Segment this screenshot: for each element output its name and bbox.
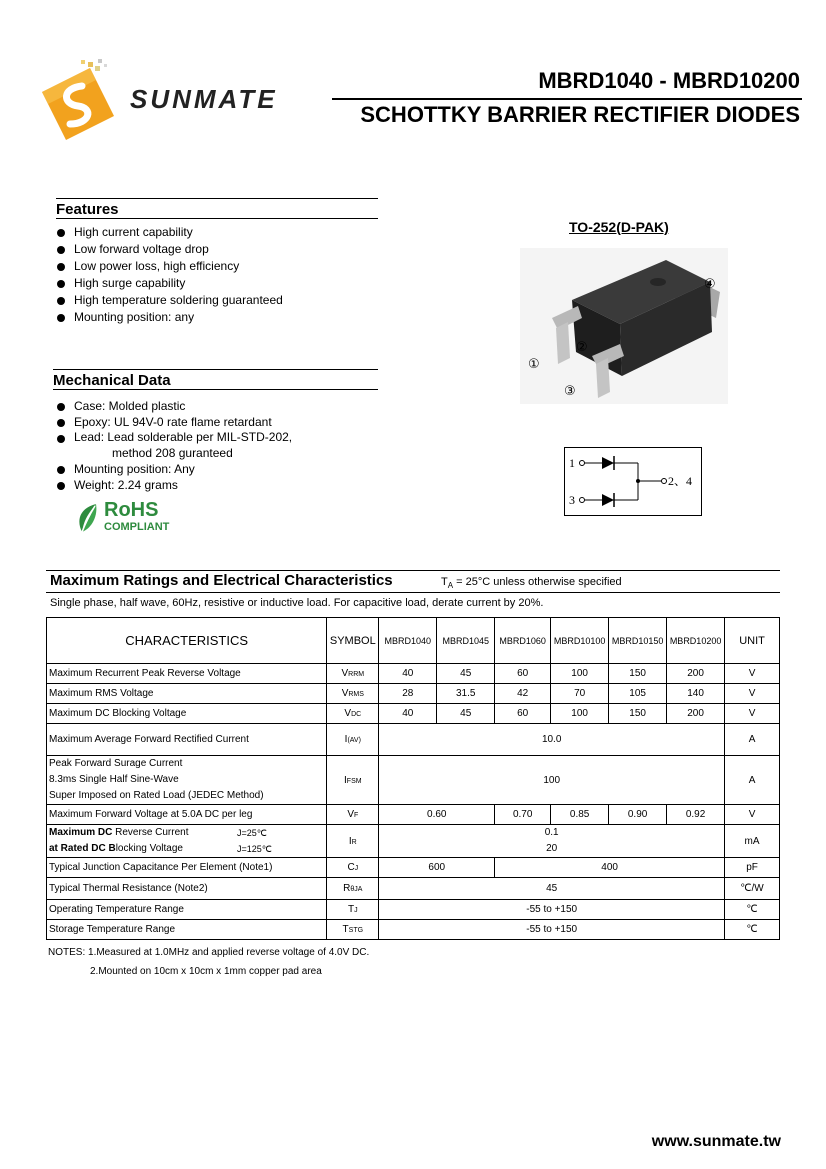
row-symbol: I(AV) xyxy=(327,724,379,756)
header-part: MBRD10200 xyxy=(667,618,725,664)
cell-value: 100 xyxy=(379,756,725,805)
mechanical-heading: Mechanical Data xyxy=(53,372,171,389)
features-bottom-rule xyxy=(56,218,378,219)
ratings-table xyxy=(46,617,780,940)
table-row xyxy=(47,878,780,900)
product-title: SCHOTTKY BARRIER RECTIFIER DIODES xyxy=(360,102,800,127)
row-label: Peak Forward Surage Current 8.3ms Single Half Sine-Wave Super Imposed on Rated Load (JEDEC Method) xyxy=(47,756,327,805)
cell-value: 40 xyxy=(379,664,437,684)
row-label: Maximum Forward Voltage at 5.0A DC per leg xyxy=(47,805,327,825)
footer-url[interactable]: www.sunmate.tw xyxy=(651,1133,781,1150)
table-row xyxy=(47,805,780,825)
features-top-rule xyxy=(56,198,378,199)
row-symbol: RθJA xyxy=(327,878,379,900)
header-unit: UNIT xyxy=(725,618,780,664)
ratings-heading: Maximum Ratings and Electrical Characteristics xyxy=(50,572,393,589)
mechanical-bottom-rule xyxy=(53,389,378,390)
row-label: Maximum DC Blocking Voltage xyxy=(47,704,327,724)
cell-value: 60 xyxy=(495,664,551,684)
rohs-title: RoHS xyxy=(104,499,159,521)
cell-value: 150 xyxy=(609,704,667,724)
list-item: Lead: Lead solderable per MIL-STD-202, xyxy=(54,430,384,445)
cell-unit: V xyxy=(725,704,780,724)
cell-unit: V xyxy=(725,805,780,825)
cell-value: 140 xyxy=(667,684,725,704)
brand-wordmark: SUNMATE xyxy=(130,84,278,114)
cell-value: 45 xyxy=(379,878,725,900)
row-label: Maximum RMS Voltage xyxy=(47,684,327,704)
table-header-row xyxy=(47,618,780,664)
package-image xyxy=(520,248,728,404)
cell-value: 0.70 xyxy=(495,805,551,825)
package-title: TO-252(D-PAK) xyxy=(569,219,669,235)
list-item: Low forward voltage drop xyxy=(54,241,384,258)
list-item: High temperature soldering guaranteed xyxy=(54,292,384,309)
list-item: High current capability xyxy=(54,224,384,241)
cell-value: 105 xyxy=(609,684,667,704)
sunmate-logo-mark xyxy=(38,58,118,144)
part-range-title: MBRD1040 - MBRD10200 xyxy=(538,68,800,93)
list-item: Low power loss, high efficiency xyxy=(54,258,384,275)
row-symbol: TJ xyxy=(327,900,379,920)
list-item: Mounting position: any xyxy=(54,309,384,326)
circuit-pin24: 2、4 xyxy=(668,474,693,488)
rohs-leaf-icon xyxy=(76,502,100,534)
cell-value: 0.90 xyxy=(609,805,667,825)
cell-value: 45 xyxy=(437,664,495,684)
list-item: High surge capability xyxy=(54,275,384,292)
row-symbol: IR xyxy=(327,825,379,858)
table-row xyxy=(47,825,780,858)
cell-value: 45 xyxy=(437,704,495,724)
cell-value: 0.92 xyxy=(667,805,725,825)
row-symbol: CJ xyxy=(327,858,379,878)
row-label: Typical Junction Capacitance Per Element (Note1) xyxy=(47,858,327,878)
table-row xyxy=(47,858,780,878)
list-item: Weight: 2.24 grams xyxy=(54,477,384,493)
circuit-pin3: 3 xyxy=(569,493,575,507)
table-row xyxy=(47,684,780,704)
table-row xyxy=(47,900,780,920)
ratings-top-rule xyxy=(46,570,780,571)
table-row xyxy=(47,756,780,805)
row-symbol: IFSM xyxy=(327,756,379,805)
list-item: Mounting position: Any xyxy=(54,461,384,477)
title-divider xyxy=(332,98,802,100)
cell-value: 400 xyxy=(495,858,725,878)
cell-value: 40 xyxy=(379,704,437,724)
cell-unit: V xyxy=(725,684,780,704)
note-2: 2.Mounted on 10cm x 10cm x 1mm copper pad area xyxy=(90,966,322,977)
cell-value: 100 xyxy=(551,664,609,684)
ratings-note: Single phase, half wave, 60Hz, resistive or inductive load. For capacitive load, derate current by 20%. xyxy=(50,597,544,609)
header-part: MBRD1045 xyxy=(437,618,495,664)
ratings-condition: $T_A = 25^\circ C$ unless otherwise specified xyxy=(441,576,622,591)
row-label: Maximum Recurrent Peak Reverse Voltage xyxy=(47,664,327,684)
cell-value: 600 xyxy=(379,858,495,878)
table-row xyxy=(47,664,780,684)
cell-value: 70 xyxy=(551,684,609,704)
header-symbol: SYMBOL xyxy=(327,618,379,664)
rohs-compliant: COMPLIANT xyxy=(104,521,170,533)
cell-value: 200 xyxy=(667,664,725,684)
row-label: Operating Temperature Range xyxy=(47,900,327,920)
list-item: method 208 guranteed xyxy=(112,446,233,460)
pin-1-label: ① xyxy=(528,357,540,372)
row-label: Typical Thermal Resistance (Note2) xyxy=(47,878,327,900)
circuit-pin1: 1 xyxy=(569,456,575,470)
cell-value: 28 xyxy=(379,684,437,704)
cell-value: 100 xyxy=(551,704,609,724)
cell-value: 42 xyxy=(495,684,551,704)
row-label: Maximum Average Forward Rectified Current xyxy=(47,724,327,756)
features-heading: Features xyxy=(56,201,119,218)
list-item: Epoxy: UL 94V-0 rate flame retardant xyxy=(54,414,384,430)
row-symbol: VF xyxy=(327,805,379,825)
cell-unit: mA xyxy=(725,825,780,858)
header-part: MBRD10150 xyxy=(609,618,667,664)
pin-2-label: ② xyxy=(576,340,588,355)
pin-4-label: ④ xyxy=(704,277,716,292)
list-item: Case: Molded plastic xyxy=(54,398,384,414)
ratings-divider xyxy=(46,592,780,593)
mechanical-top-rule xyxy=(53,369,378,370)
cell-value: -55 to +150 xyxy=(379,920,725,940)
row-symbol: TSTG xyxy=(327,920,379,940)
header-part: MBRD10100 xyxy=(551,618,609,664)
cell-value: 150 xyxy=(609,664,667,684)
header-characteristics: CHARACTERISTICS xyxy=(47,618,327,664)
row-label: Storage Temperature Range xyxy=(47,920,327,940)
cell-value: -55 to +150 xyxy=(379,900,725,920)
header-part: MBRD1060 xyxy=(495,618,551,664)
cell-unit: V xyxy=(725,664,780,684)
cell-unit: A xyxy=(725,724,780,756)
cell-unit: ℃/W xyxy=(725,878,780,900)
cell-unit: ℃ xyxy=(725,920,780,940)
row-symbol: VRRM xyxy=(327,664,379,684)
mechanical-list xyxy=(54,398,384,493)
pin-3-label: ③ xyxy=(564,384,576,399)
cell-value: 200 xyxy=(667,704,725,724)
cell-value: 0.85 xyxy=(551,805,609,825)
cell-value: 0.60 xyxy=(379,805,495,825)
cell-unit: ℃ xyxy=(725,900,780,920)
cell-value: 31.5 xyxy=(437,684,495,704)
circuit-diagram xyxy=(564,447,702,517)
row-symbol: VRMS xyxy=(327,684,379,704)
cell-value: 10.0 xyxy=(379,724,725,756)
header-part: MBRD1040 xyxy=(379,618,437,664)
cell-unit: pF xyxy=(725,858,780,878)
features-list xyxy=(54,224,384,326)
table-row xyxy=(47,724,780,756)
cell-value: 60 xyxy=(495,704,551,724)
cell-value: 0.1 20 xyxy=(379,825,725,858)
table-row xyxy=(47,704,780,724)
table-row xyxy=(47,920,780,940)
note-1: NOTES: 1.Measured at 1.0MHz and applied reverse voltage of 4.0V DC. xyxy=(48,947,370,958)
cell-unit: A xyxy=(725,756,780,805)
row-label: Maximum DC Reverse Current J=25℃ at Rated DC Blocking Voltage J=125℃ xyxy=(47,825,327,858)
row-symbol: VDC xyxy=(327,704,379,724)
